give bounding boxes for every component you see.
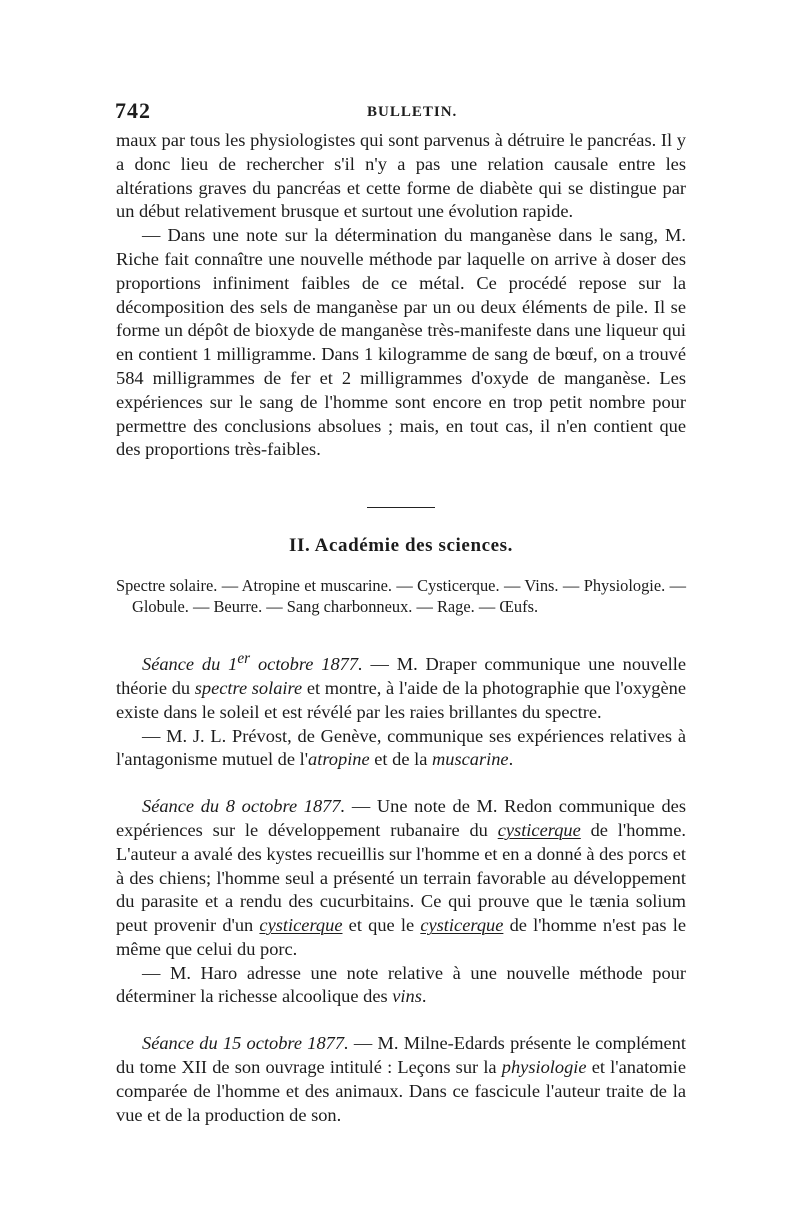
haro-text-a: — M. Haro adresse une note relative à une nouvelle méthode pour déterminer la richesse alcoolique des xyxy=(116,962,686,1007)
section-summary xyxy=(116,575,686,617)
prevost-text-b: et de la xyxy=(369,749,432,770)
paragraph-haro xyxy=(116,962,686,1010)
section-heading xyxy=(116,535,686,557)
seance-date-2: Séance du 8 octobre 1877. xyxy=(142,796,346,817)
term-cysticerque-1: cysticerque xyxy=(497,819,581,840)
seance-date-1-sup: er xyxy=(237,650,251,667)
paragraph-manganese: — Dans une note sur la détermination du manganèse dans le sang, M. Riche fait connaître une nouvelle méthode par laquelle on arrive à doser des proportions infiniment faibles de ce métal. Ce procédé repose sur la décomposition des sels de manganèse par un ou deux éléments de pile. Il se forme un dépôt de bioxyde de manganèse très-manifeste dans une liqueur qui en contient 1 milligramme. Dans 1 kilogramme de sang de bœuf, on a trouvé 584 milligrammes de fer et 2 milligrammes d'oxyde de manganèse. Les expériences sur le sang de l'homme sont encore en trop petit nombre pour permettre des conclusions absolues ; mais, en tout cas, il n'en contient que des proportions très-faibles. xyxy=(116,225,686,460)
seance-2-text-a: — Une note de M. Redon communique des expériences sur le développement rubanaire du xyxy=(116,796,686,840)
section-title-text: Académie des sciences. xyxy=(314,535,514,556)
term-vins: vins xyxy=(392,986,422,1007)
term-atropine: atropine xyxy=(308,749,370,770)
seance-3-text-a: — M. Milne-Edards présente le complément du tome XII de son ouvrage intitulé : Leçons sur la xyxy=(116,1033,686,1078)
running-title: BULLETIN. xyxy=(367,104,458,120)
haro-text-b: . xyxy=(421,986,427,1007)
seance-2-text-d: de l'homme n'est pas le même que celui du porc. xyxy=(116,915,686,959)
seance-date-1-main: Séance du 1 xyxy=(142,654,238,675)
seance-3-text-b: et l'anatomie comparée de l'homme et des animaux. Dans ce fascicule l'auteur traite de la vue et de la production de son. xyxy=(116,1057,686,1125)
paragraph-seance-3 xyxy=(116,1032,686,1127)
seance-2-text-b: de l'homme. L'auteur a avalé des kystes recueillis sur l'homme et en a donné à des porcs et à des chiens; l'homme seul a présenté un terrain favorable au développement du parasite et a rendu des cucurbitains. Ce qui prouve que le tænia solium peut provenir d'un xyxy=(116,819,686,936)
paragraph-prevost xyxy=(116,725,686,773)
prevost-text-a: — M. J. L. Prévost, de Genève, communique ses expériences relatives à l'antagonisme mutuel de l' xyxy=(116,725,686,770)
seance-date-3: Séance du 15 octobre 1877. xyxy=(142,1033,349,1054)
page-header xyxy=(115,98,685,128)
term-cysticerque-3: cysticerque xyxy=(420,915,504,936)
page-number: 742 xyxy=(115,98,151,123)
term-cysticerque-2: cysticerque xyxy=(259,915,343,936)
section-divider xyxy=(367,507,435,508)
body-text-academy xyxy=(116,647,686,1127)
summary-text: Spectre solaire. — Atropine et muscarine. — Cysticerque. — Vins. — Physiologie. — Globule. — Beurre. — Sang charbonneux. — Rage. — Œufs. xyxy=(116,576,686,616)
paragraph-pancreas: maux par tous les physiologistes qui sont parvenus à détruire le pancréas. Il y a donc lieu de rechercher s'il n'y a pas une relation causale entre les altérations graves du pancréas et cette forme de diabète qui se distingue par un début relativement brusque et surtout une évolution rapide. xyxy=(116,130,686,222)
seance-date-1-year: octobre 1877. xyxy=(250,654,363,675)
seance-1-text-a: — M. Draper communique une nouvelle théorie du xyxy=(116,654,686,698)
seance-2-text-c: et que le xyxy=(342,915,421,936)
prevost-text-c: . xyxy=(508,749,514,770)
body-text-top xyxy=(116,129,686,462)
paragraph-seance-2 xyxy=(116,795,686,962)
term-muscarine: muscarine xyxy=(431,749,509,770)
term-spectre-solaire: spectre solaire xyxy=(194,677,303,698)
seance-date-1 xyxy=(142,650,363,675)
section-number: II. xyxy=(288,535,311,556)
seance-1-text-b: et montre, à l'aide de la photographie que l'oxygène existe dans le soleil et est révélé par les raies brillantes du spectre. xyxy=(116,677,686,722)
paragraph-seance-1 xyxy=(116,647,686,725)
term-physiologie: physiologie xyxy=(501,1057,587,1078)
